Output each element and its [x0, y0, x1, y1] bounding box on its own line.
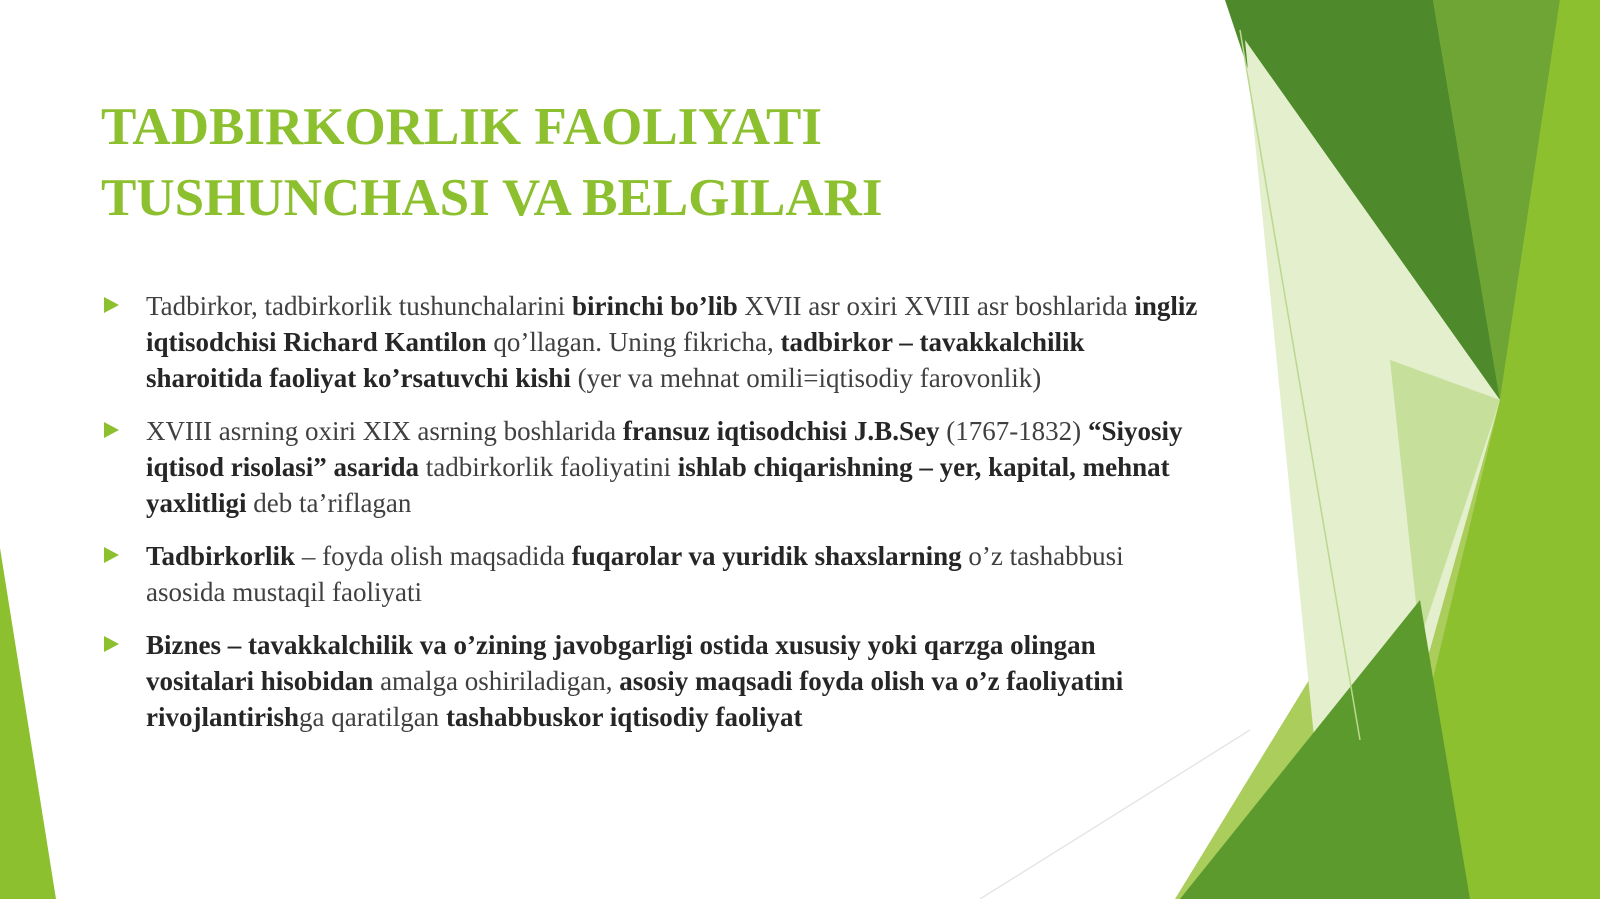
slide-title-line-1: TADBIRKORLIK FAOLIYATI — [101, 98, 823, 156]
left-green-sliver — [0, 548, 56, 899]
bullet-text: deb ta’riflagan — [246, 488, 412, 518]
bullet-text: (yer va mehnat omili=iqtisodiy farovonlik) — [570, 363, 1042, 393]
bullet-text-bold: birinchi bo’lib — [571, 291, 738, 321]
bullet-text: o’z tashabbusi asosida mustaqil faoliyati — [146, 541, 1124, 607]
bullet-text-bold: ingliz iqtisodchisi Richard Kantilon — [146, 291, 1198, 357]
bullet-text-bold: fransuz iqtisodchisi J.B.Sey — [622, 416, 940, 446]
bullet-text: tadbirkorlik faoliyatini — [419, 452, 678, 482]
bullet-text: ga qaratilgan — [299, 702, 446, 732]
bullet-text-bold: tashabbuskor iqtisodiy faoliyat — [445, 702, 803, 732]
slide-title-line-2: TUSHUNCHASI VA BELGILARI — [101, 169, 883, 227]
triangle-bullet-icon — [104, 297, 119, 313]
bullet-text: XVII asr oxiri XVIII asr boshlarida — [737, 291, 1135, 321]
bullet-item — [104, 538, 1204, 610]
bullet-text: (1767-1832) — [939, 416, 1088, 446]
bullet-text: qo’llagan. Uning fikricha, — [486, 327, 781, 357]
bullet-text-bold: Biznes – tavakkalchilik va o’zining javobgarligi ostida xususiy yoki qarzga olingan vositalari hisobidan — [146, 630, 1096, 696]
triangle-bullet-icon — [104, 636, 119, 652]
bullet-text-bold: Tadbirkorlik — [146, 541, 296, 571]
bullet-text: – foyda olish maqsadida — [295, 541, 572, 571]
bullet-item — [104, 413, 1204, 521]
bullet-text-bold: ishlab chiqarishning – yer, kapital, mehnat yaxlitligi — [146, 452, 1170, 518]
triangle-bullet-icon — [104, 422, 119, 438]
bullet-text: XVIII asrning oxiri XIX asrning boshlarida — [146, 416, 623, 446]
bullet-text-bold: tadbirkor – tavakkalchilik sharoitida faoliyat ko’rsatuvchi kishi — [146, 327, 1085, 393]
bullet-text-bold: fuqarolar va yuridik shaxslarning — [571, 541, 962, 571]
bullet-item — [104, 288, 1204, 396]
bullet-text-bold: asosiy maqsadi foyda olish va o’z faoliyatini rivojlantirish — [146, 666, 1124, 732]
bullet-list — [104, 288, 1204, 752]
bullet-item — [104, 627, 1204, 735]
bullet-text: amalga oshiriladigan, — [373, 666, 620, 696]
bullet-text-bold: “Siyosiy iqtisod risolasi” asarida — [146, 416, 1183, 482]
slide-title — [101, 92, 1151, 234]
bullet-text: Tadbirkor, tadbirkorlik tushunchalarini — [146, 291, 572, 321]
triangle-bullet-icon — [104, 547, 119, 563]
